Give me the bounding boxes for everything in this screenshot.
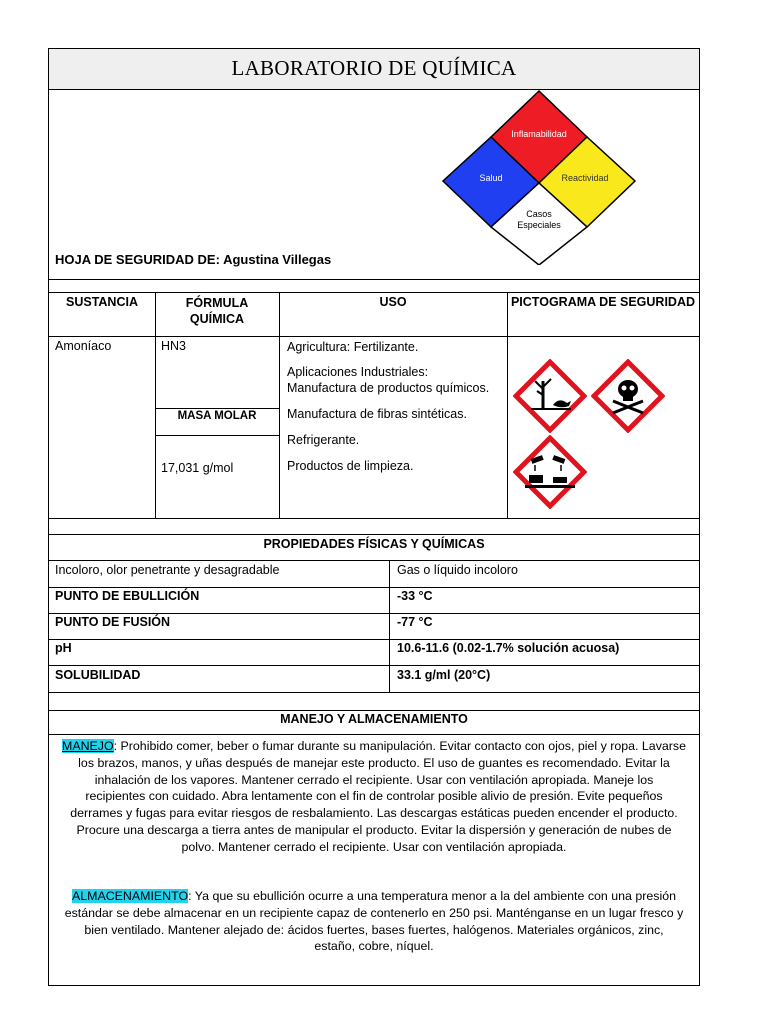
manejo-line-3: inhalación de los vapores. Mantener cerrado el recipiente. Usar con ventilación apropiada. Maneje los <box>94 772 654 787</box>
nfpa-flammability-label: Inflamabilidad <box>511 129 567 139</box>
molar-mass-value: 17,031 g/mol <box>161 461 234 475</box>
property-row-4-label: pH <box>55 641 72 655</box>
manejo-line-1: : Prohibido comer, beber o fumar durante su manipulación. Evitar contacto con ojos, piel y ropa. Lavarse <box>113 739 686 753</box>
header-formula-line1: FÓRMULA <box>185 296 249 310</box>
use-item-2b: Manufactura de productos químicos. <box>287 381 490 395</box>
nfpa-diamond-icon <box>437 89 637 265</box>
manejo-line-7: polvo. Mantener cerrado el recipiente. Usar con ventilación apropiada. <box>181 839 567 854</box>
uses-list <box>287 339 505 474</box>
substance-value: Amoníaco <box>55 339 112 353</box>
manejo-label: MANEJO <box>62 739 114 753</box>
header-formula <box>155 295 279 327</box>
page-title: LABORATORIO DE QUÍMICA <box>49 49 699 90</box>
property-row-3-label: PUNTO DE FUSIÓN <box>55 615 171 629</box>
manejo-line-2: los brazos, manos, y uñas después de manejar este producto. El uso de guantes es recomendado. Evitar la <box>78 755 670 770</box>
use-item-5: Productos de limpieza. <box>287 459 414 473</box>
nfpa-reactivity-label: Reactividad <box>561 173 609 183</box>
property-row-2-value: -33 °C <box>397 589 433 603</box>
property-row-5-value: 33.1 g/ml (20°C) <box>397 668 491 682</box>
properties-title: PROPIEDADES FÍSICAS Y QUÍMICAS <box>263 537 485 551</box>
property-row-3-value: -77 °C <box>397 615 433 629</box>
almacenamiento-line-4: estaño, cobre, níquel. <box>314 939 434 954</box>
almacenamiento-paragraph <box>55 888 693 955</box>
property-row-4-value: 10.6-11.6 (0.02-1.7% solución acuosa) <box>397 641 620 655</box>
almacenamiento-line-1: : Ya que su ebullición ocurre a una temperatura menor a la del ambiente con una presión <box>188 889 677 903</box>
header-pictogram: PICTOGRAMA DE SEGURIDAD <box>510 295 696 309</box>
use-item-1: Agricultura: Fertilizante. <box>287 340 419 354</box>
almacenamiento-label: ALMACENAMIENTO <box>71 889 189 903</box>
handling-title: MANEJO Y ALMACENAMIENTO <box>280 712 468 726</box>
use-item-3: Manufactura de fibras sintéticas. <box>287 407 467 421</box>
environment-hazard-icon <box>513 359 587 433</box>
safety-sheet-heading <box>55 252 455 267</box>
property-row-1-value: Gas o líquido incoloro <box>397 563 518 577</box>
formula-value: HN3 <box>161 339 187 353</box>
molar-mass-label: MASA MOLAR <box>177 410 257 422</box>
almacenamiento-line-2: estándar se debe almacenar en un recipiente capaz de contenerlo en 250 psi. Manténganse en un lugar fresco y <box>64 905 684 920</box>
property-row-5-label: SOLUBILIDAD <box>55 668 141 682</box>
almacenamiento-line-3: bien ventilado. Mantener alejado de: ácidos fuertes, bases fuertes, halógenos. Materiales orgánicos, zinc, <box>84 922 664 937</box>
header-formula-line2: QUÍMICA <box>189 312 245 326</box>
manejo-line-6: Procure una descarga a tierra antes de manipular el producto. Evitar la dispersión y generación de nubes de <box>76 822 672 837</box>
manejo-line-5: derrames y fugas para evitar riesgos de resbalamiento. Las descargas estáticas pueden encender el producto. <box>70 806 678 821</box>
nfpa-special-label-1: Casos <box>526 209 552 219</box>
manejo-paragraph <box>55 738 693 856</box>
safety-sheet-name: Agustina Villegas <box>223 252 332 267</box>
header-substance: SUSTANCIA <box>66 295 138 309</box>
header-use: USO <box>379 295 407 309</box>
nfpa-health-label: Salud <box>479 173 503 183</box>
safety-sheet-label: HOJA DE SEGURIDAD DE: <box>55 252 220 267</box>
use-item-4: Refrigerante. <box>287 433 360 447</box>
safety-data-sheet <box>48 48 700 986</box>
property-row-2-label: PUNTO DE EBULLICIÓN <box>55 589 200 603</box>
property-row-1-label: Incoloro, olor penetrante y desagradable <box>55 563 280 577</box>
skull-crossbones-icon <box>591 359 665 433</box>
nfpa-special-label-2: Especiales <box>517 220 561 230</box>
use-item-2a: Aplicaciones Industriales: <box>287 365 429 379</box>
manejo-line-4: recipientes con cuidado. Abra lentamente con el fin de controlar posible alivio de presión. Evite pequeños <box>85 789 663 804</box>
corrosive-icon <box>513 435 587 509</box>
